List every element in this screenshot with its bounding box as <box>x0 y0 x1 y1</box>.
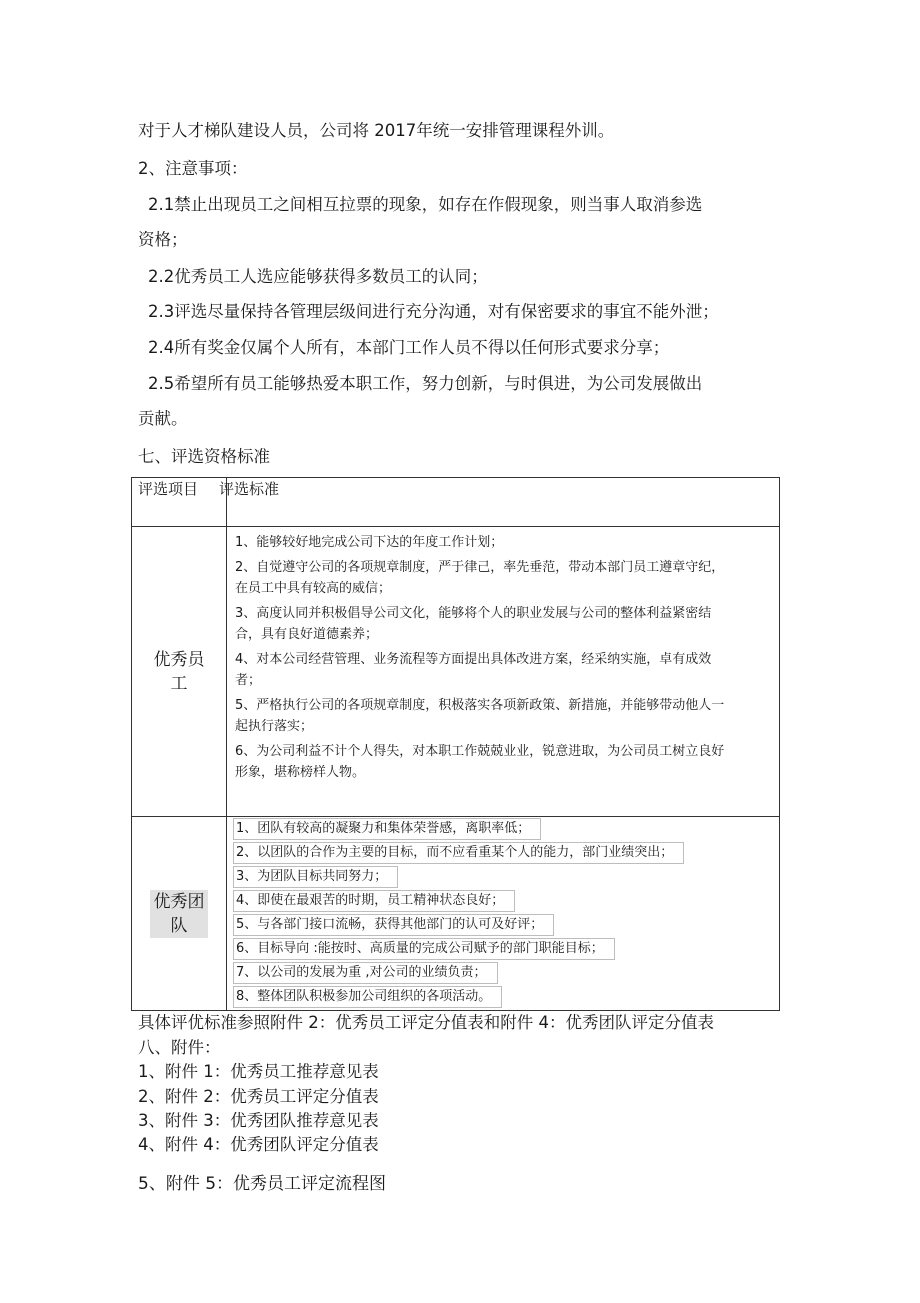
employee-criterion: 4、对本公司经营管理、业务流程等方面提出具体改进方案，经采纳实施，卓有成效者； <box>235 652 712 688</box>
employee-criterion: 2、自觉遵守公司的各项规章制度，严于律己，率先垂范，带动本部门员工遵章守纪，在员工中具有较高的威信； <box>235 560 725 596</box>
team-criterion: 5、与各部门接口流畅，获得其他部门的认可及好评； <box>233 914 554 936</box>
attachment-item: 2、附件 2：优秀员工评定分值表 <box>138 1087 379 1106</box>
team-criteria-cell <box>227 817 780 1011</box>
team-criterion: 8、整体团队积极参加公司组织的各项活动。 <box>233 986 502 1008</box>
note-item-2-4: 2.4所有奖金仅属个人所有，本部门工作人员不得以任何形式要求分享； <box>148 338 670 357</box>
team-label-cell <box>132 817 227 1011</box>
intro-paragraph: 对于人才梯队建设人员，公司将 2017年统一安排管理课程外训。 <box>138 121 615 140</box>
note-item-2-5-line1: 2.5希望所有员工能够热爱本职工作，努力创新，与时俱进，为公司发展做出 <box>148 374 703 393</box>
note-item-2-3: 2.3评选尽量保持各管理层级间进行充分沟通，对有保密要求的事宜不能外泄； <box>148 302 719 321</box>
team-criteria-row <box>132 817 780 1011</box>
team-criterion: 2、以团队的合作为主要的目标，而不应看重某个人的能力，部门业绩突出； <box>233 842 684 864</box>
employee-criteria-cell <box>227 527 780 817</box>
criteria-table <box>131 477 780 1011</box>
section8-heading: 八、附件： <box>138 1038 221 1057</box>
employee-criterion: 1、能够较好地完成公司下达的年度工作计划； <box>235 535 504 550</box>
team-criterion: 6、目标导向 :能按时、高质量的完成公司赋予的部门职能目标； <box>233 938 615 960</box>
attachment-item: 1、附件 1：优秀员工推荐意见表 <box>138 1062 379 1081</box>
team-criterion: 4、即使在最艰苦的时期，员工精神状态良好； <box>233 890 515 912</box>
header-item-cell <box>132 478 227 527</box>
employee-label-cell <box>132 527 227 817</box>
notes-heading: 2、注意事项： <box>138 159 248 178</box>
header-standard-cell <box>219 478 780 527</box>
attachment-item: 4、附件 4：优秀团队评定分值表 <box>138 1135 379 1154</box>
header-item-label: 评选项目 <box>138 480 199 498</box>
employee-criterion: 3、高度认同并积极倡导公司文化，能够将个人的职业发展与公司的整体利益紧密结合，具有良好道德素养； <box>235 606 712 642</box>
note-item-2-5-line2: 贡献。 <box>138 409 188 428</box>
employee-label: 优秀员工 <box>153 649 205 694</box>
team-criterion: 7、以公司的发展为重 ,对公司的业绩负责； <box>233 962 498 984</box>
employee-criteria-row <box>132 527 780 817</box>
section7-heading: 七、评选资格标准 <box>138 447 270 466</box>
header-standard-label: 评选标准 <box>219 480 280 498</box>
employee-criterion: 6、为公司利益不计个人得失，对本职工作兢兢业业，锐意进取，为公司员工树立良好形象，堪称榜样人物。 <box>235 744 725 780</box>
note-item-2-1-line2: 资格； <box>138 230 188 249</box>
team-label: 优秀团队 <box>150 890 208 938</box>
reference-line: 具体评优标准参照附件 2：优秀员工评定分值表和附件 4：优秀团队评定分值表 <box>138 1013 714 1032</box>
team-criterion: 3、为团队目标共同努力； <box>233 866 398 888</box>
note-item-2-2: 2.2优秀员工人选应能够获得多数员工的认同； <box>148 267 488 286</box>
attachment-item: 3、附件 3：优秀团队推荐意见表 <box>138 1111 379 1130</box>
criteria-header-row <box>132 478 780 527</box>
employee-criterion: 5、严格执行公司的各项规章制度，积极落实各项新政策、新措施，并能够带动他人一起执行落实； <box>235 698 725 734</box>
attachment-item: 5、附件 5：优秀员工评定流程图 <box>138 1174 387 1194</box>
team-criterion: 1、团队有较高的凝聚力和集体荣誉感，离职率低； <box>233 818 541 840</box>
note-item-2-1-line1: 2.1禁止出现员工之间相互拉票的现象，如存在作假现象，则当事人取消参选 <box>148 195 703 214</box>
